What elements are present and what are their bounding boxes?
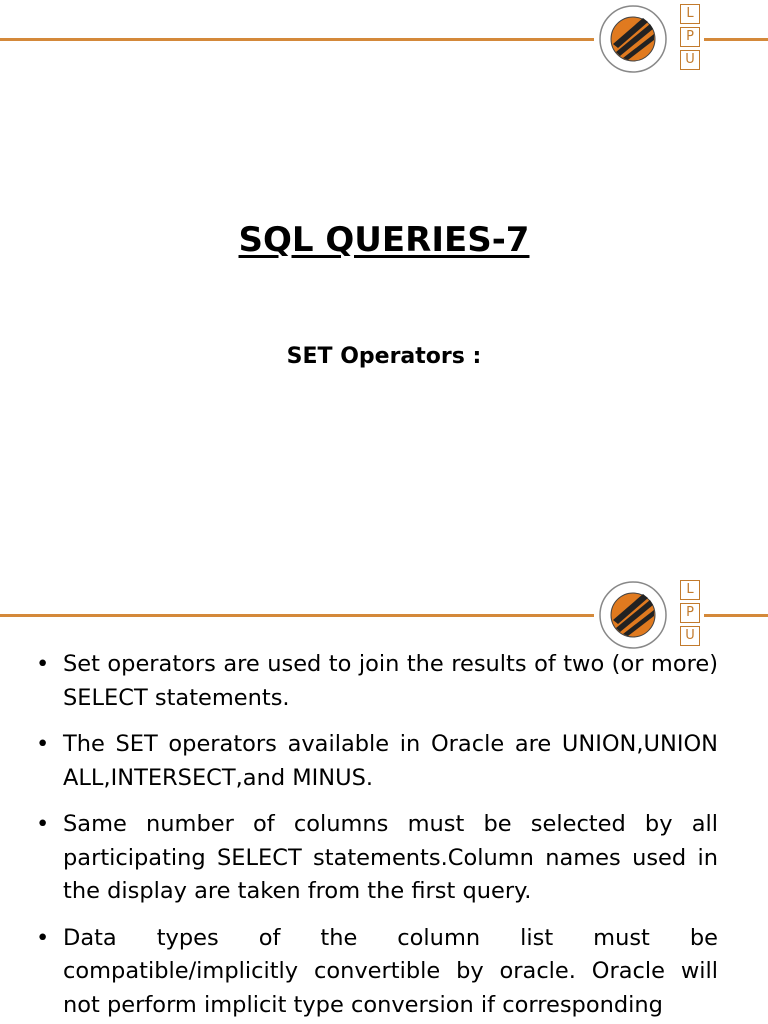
bullet-dot-icon: • [36, 651, 50, 677]
bullet-item [36, 922, 718, 1023]
bullet-text: Set operators are used to join the results of two (or more) SELECT statements. [63, 651, 718, 711]
slide-subtitle: SET Operators : [286, 344, 482, 369]
bullet-list [36, 648, 718, 1024]
lpu-letters [680, 580, 700, 649]
bullet-dot-icon: • [36, 924, 50, 951]
header-rule-right [704, 614, 768, 617]
bullet-text: Data types of the column list must be compatible/implicitly convertible by oracle. Oracle will not perform implicit type conversion if corresponding [63, 924, 718, 1018]
lpu-letter-p: P [680, 27, 700, 47]
bullet-item [36, 808, 718, 909]
lpu-letters [680, 4, 700, 73]
header-rule-left [0, 614, 594, 617]
lpu-letter-l: L [680, 580, 700, 600]
header-rule-right [704, 38, 768, 41]
bullet-dot-icon: • [36, 811, 50, 837]
bullet-text: Same number of columns must be selected by all participating SELECT statements.Column names used in the display are taken from the first query. [63, 811, 718, 904]
bullet-item [36, 648, 718, 715]
lpu-letter-l: L [680, 4, 700, 24]
university-seal-icon [598, 580, 668, 650]
lpu-letter-u: U [680, 626, 700, 646]
content-slide [0, 576, 768, 1024]
university-seal-icon [598, 4, 668, 74]
bullet-dot-icon: • [36, 731, 50, 757]
slide-title: SQL QUERIES-7 [238, 220, 530, 260]
header-rule-left [0, 38, 594, 41]
bullet-text: The SET operators available in Oracle are UNION,UNION ALL,INTERSECT,and MINUS. [63, 731, 718, 791]
lpu-letter-u: U [680, 50, 700, 70]
bullet-item [36, 728, 718, 795]
lpu-letter-p: P [680, 603, 700, 623]
